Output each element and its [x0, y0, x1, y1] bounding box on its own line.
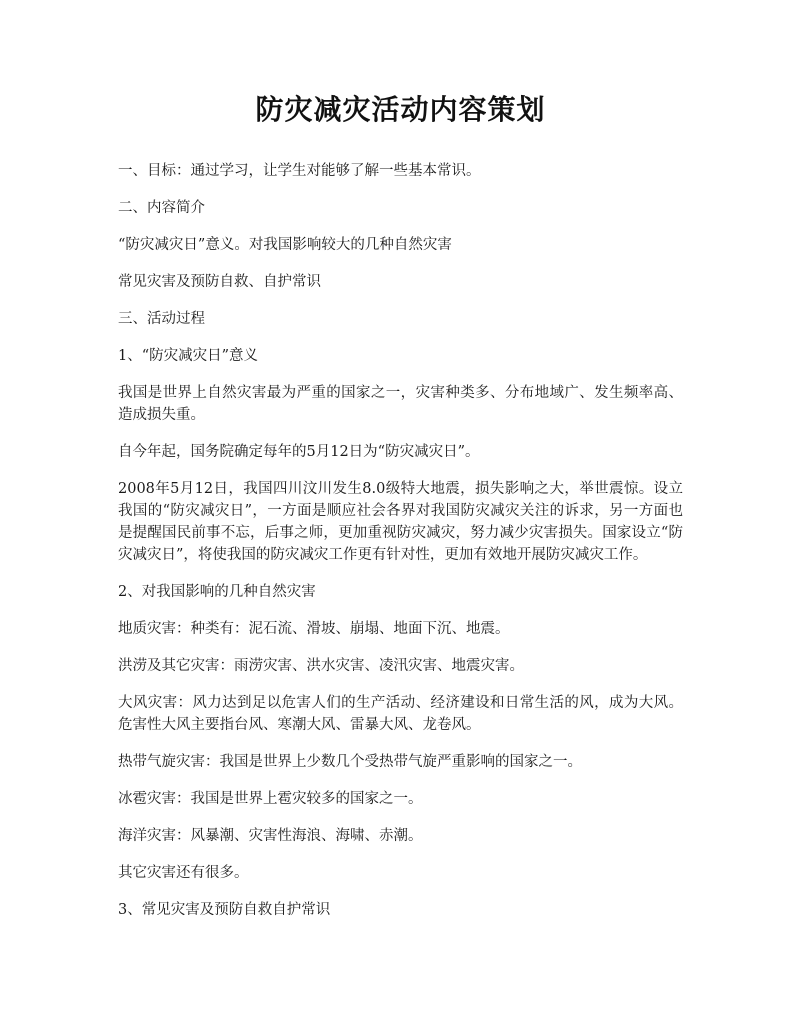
- paragraph-wind: 大风灾害：风力达到足以危害人们的生产活动、经济建设和日常生活的风，成为大风。危害性大风主要指台风、寒潮大风、雷暴大风、龙卷风。: [118, 695, 683, 733]
- paragraph-other: 其它灾害还有很多。: [118, 865, 249, 881]
- paragraph-marine: 海洋灾害：风暴潮、灾害性海浪、海啸、赤潮。: [118, 828, 423, 844]
- paragraph-disaster-severity: 我国是世界上自然灾害最为严重的国家之一，灾害种类多、分布地域广、发生频率高、造成损失重。: [118, 385, 683, 423]
- paragraph-subheading-3: 3、常见灾害及预防自救自护常识: [118, 902, 331, 918]
- paragraph-section-2-heading: 二、内容简介: [118, 200, 205, 216]
- document-title: 防灾减灾活动内容策划: [255, 93, 546, 126]
- paragraph-flood: 洪涝及其它灾害：雨涝灾害、洪水灾害、凌汛灾害、地震灾害。: [118, 658, 524, 674]
- paragraph-wenchuan: 2008年5月12日，我国四川汶川发生8.0级特大地震，损失影响之大，举世震惊。设立我国的“防灾减灾日”，一方面是顺应社会各界对我国防灾减灾关注的诉求，另一方面也是提醒国民前事不忘，后事之师，更加重视防灾减灾，努力减少灾害损失。国家设立“防灾减灾日”，将使我国的防灾减灾工作更有针对性，更加有效地开展防灾减灾工作。: [118, 481, 683, 563]
- paragraph-goal: 一、目标：通过学习，让学生对能够了解一些基本常识。: [118, 163, 481, 179]
- paragraph-tropical-cyclone: 热带气旋灾害：我国是世界上少数几个受热带气旋严重影响的国家之一。: [118, 754, 582, 770]
- paragraph-intro-day-meaning: “防灾减灾日”意义。对我国影响较大的几种自然灾害: [118, 237, 452, 253]
- paragraph-subheading-2: 2、对我国影响的几种自然灾害: [118, 584, 316, 600]
- paragraph-intro-self-rescue: 常见灾害及预防自救、自护常识: [118, 274, 321, 290]
- paragraph-day-established: 自今年起，国务院确定每年的5月12日为“防灾减灾日”。: [118, 444, 480, 460]
- paragraph-geological: 地质灾害：种类有：泥石流、滑坡、崩塌、地面下沉、地震。: [118, 621, 510, 637]
- document-body: [118, 160, 683, 921]
- paragraph-hail: 冰雹灾害：我国是世界上雹灾较多的国家之一。: [118, 791, 423, 807]
- paragraph-section-3-heading: 三、活动过程: [118, 311, 205, 327]
- paragraph-subheading-1: 1、“防灾减灾日”意义: [118, 348, 259, 364]
